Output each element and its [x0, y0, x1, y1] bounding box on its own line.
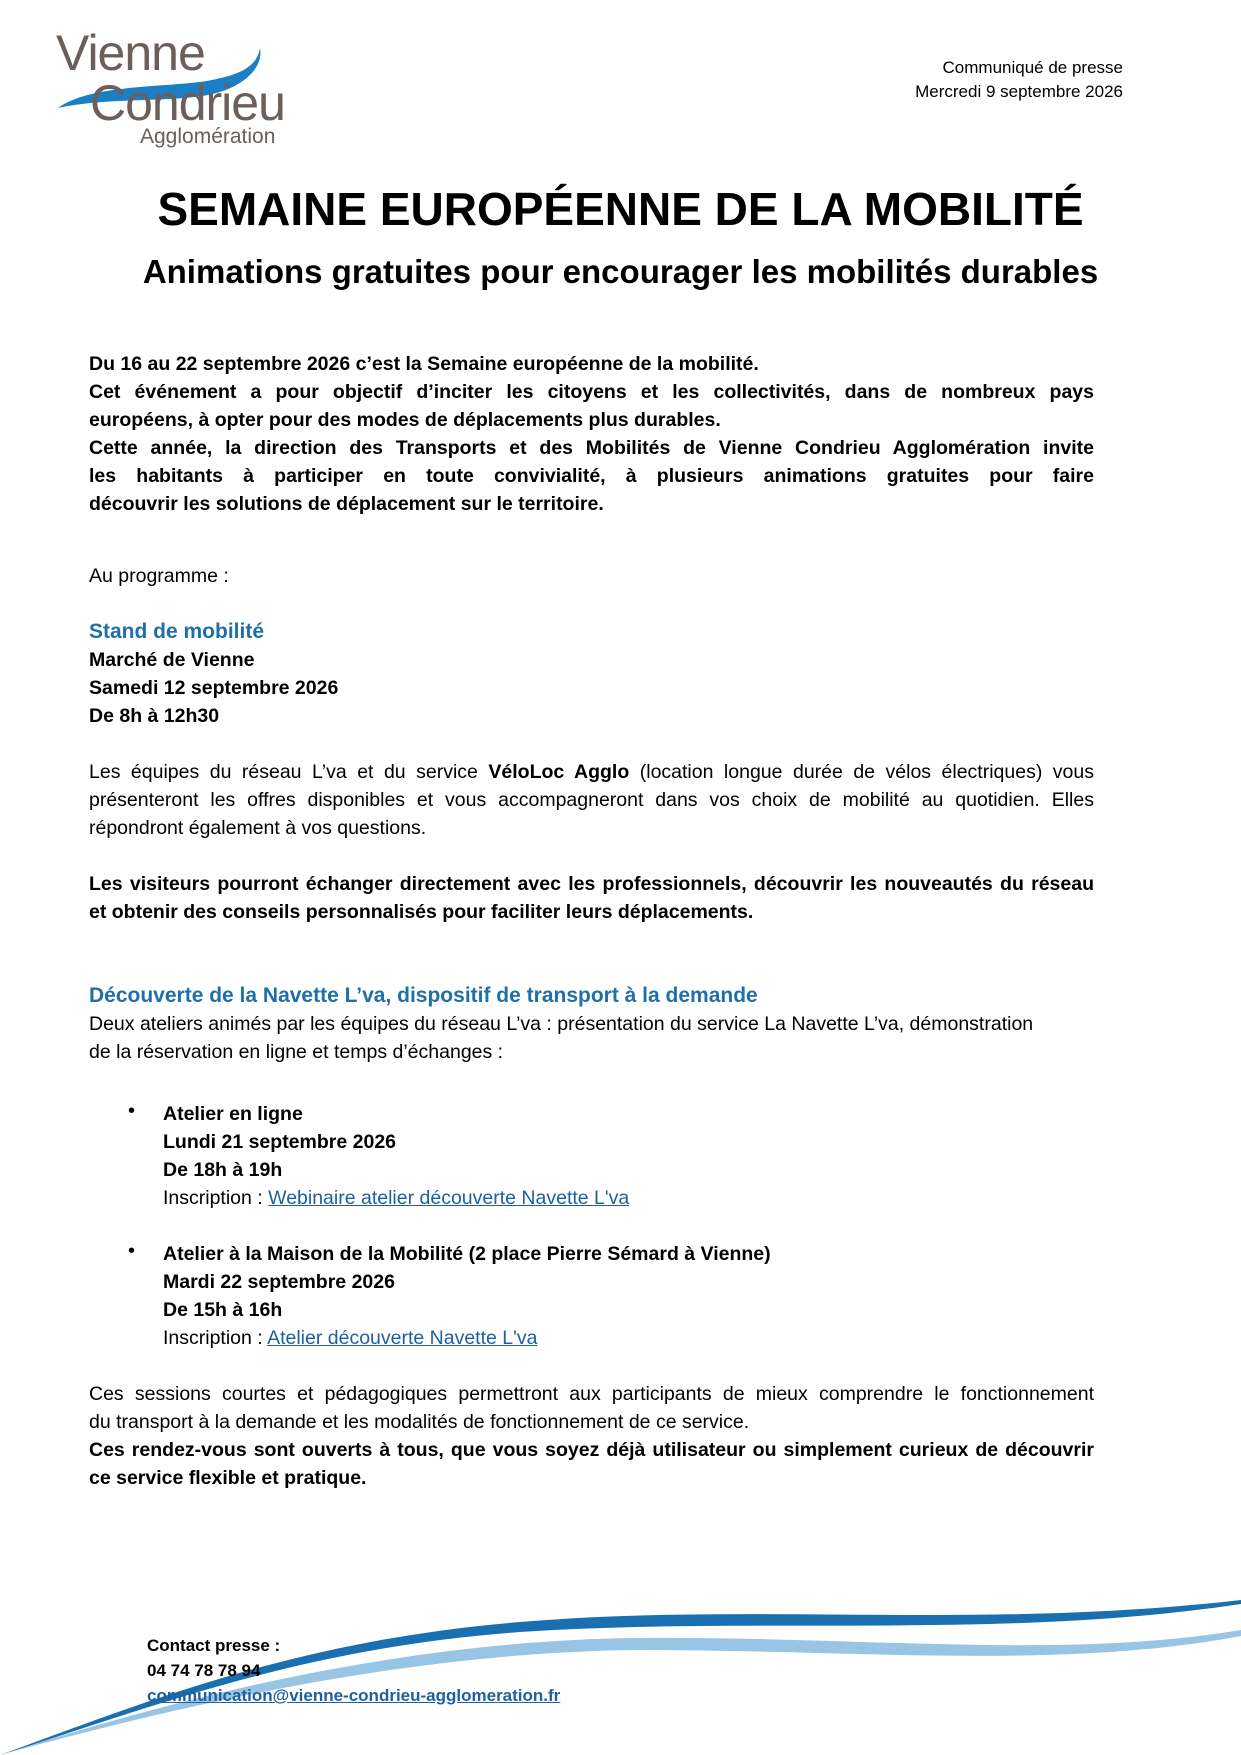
atelier-date: Lundi 21 septembre 2026 [163, 1131, 397, 1153]
stand-bold-line: et obtenir des conseils personnalisés pour faciliter leurs déplacements. [89, 901, 754, 923]
page-title: SEMAINE EUROPÉENNE DE LA MOBILITÉ [157, 183, 1084, 235]
stand-details [89, 646, 1094, 730]
inscription-label: Inscription : [163, 1327, 268, 1349]
veloloc-name: VéloLoc Agglo [488, 761, 630, 783]
atelier-inscription [163, 1324, 1063, 1352]
intro-line: Cet événement a pour objectif d’inciter les citoyens et les collectivités, dans de nombreux pays [89, 381, 1094, 403]
stand-desc-line: répondront également à vos questions. [89, 817, 427, 839]
outro-line: Ces sessions courtes et pédagogiques permettront aux participants de mieux comprendre le fonctionnement [89, 1383, 1094, 1405]
stand-date: Samedi 12 septembre 2026 [89, 677, 339, 699]
navette-desc-line: Deux ateliers animés par les équipes du réseau L’va : présentation du service La Navette L’va, démonstration [89, 1013, 1034, 1035]
contact-phone: 04 74 78 78 94 [147, 1661, 261, 1680]
webinaire-link[interactable]: Webinaire atelier découverte Navette L'va [268, 1187, 630, 1209]
bullet-icon: • [128, 1100, 136, 1122]
outro-line: Ces rendez-vous sont ouverts à tous, que vous soyez déjà utilisateur ou simplement curieux de découvrir [89, 1439, 1094, 1461]
stand-place: Marché de Vienne [89, 649, 255, 671]
stand-desc-line: présenteront les offres disponibles et vous accompagneront dans vos choix de mobilité au quotidien. Elles [89, 789, 1094, 811]
logo-text-agglomeration: Agglomération [140, 125, 276, 148]
stand-description [89, 758, 1094, 842]
stand-bold-line: Les visiteurs pourront échanger directement avec les professionnels, découvrir les nouveautés du réseau [89, 873, 1094, 895]
page-subtitle: Animations gratuites pour encourager les mobilités durables [142, 253, 1099, 290]
atelier-time: De 15h à 16h [163, 1299, 283, 1321]
stand-time: De 8h à 12h30 [89, 705, 220, 727]
logo-text-condrieu: Condrieu [90, 75, 285, 131]
navette-heading: Découverte de la Navette L’va, dispositif de transport à la demande [89, 984, 758, 1007]
contact-email-link[interactable]: communication@vienne-condrieu-agglomeration.fr [147, 1686, 561, 1705]
contact-label: Contact presse : [147, 1636, 281, 1655]
intro-line: Du 16 au 22 septembre 2026 c’est la Semaine européenne de la mobilité. [89, 353, 759, 375]
intro-line: découvrir les solutions de déplacement sur le territoire. [89, 493, 604, 515]
bullet-icon: • [128, 1240, 136, 1262]
atelier-date: Mardi 22 septembre 2026 [163, 1271, 395, 1293]
stand-desc-line [89, 758, 1094, 786]
outro-block [89, 1380, 1094, 1492]
atelier-item [163, 1240, 1063, 1352]
navette-desc-line: de la réservation en ligne et temps d’échanges : [89, 1041, 504, 1063]
logo-text-vienne: Vienne [56, 25, 205, 81]
stand-desc-text: Les équipes du réseau L’va et du service [89, 761, 489, 783]
atelier-title: Atelier à la Maison de la Mobilité (2 place Pierre Sémard à Vienne) [163, 1243, 771, 1265]
atelier-title: Atelier en ligne [163, 1103, 303, 1125]
intro-line: européens, à opter pour des modes de déplacements plus durables. [89, 409, 721, 431]
agglo-logo [52, 25, 292, 152]
stand-desc-text: (location longue durée de vélos électriques) vous [629, 761, 1094, 783]
doc-date: Mercredi 9 septembre 2026 [915, 82, 1123, 101]
atelier-time: De 18h à 19h [163, 1159, 283, 1181]
navette-description [89, 1010, 1099, 1066]
atelier-inscription [163, 1184, 1063, 1212]
atelier-item [163, 1100, 1063, 1212]
outro-line: ce service flexible et pratique. [89, 1467, 367, 1489]
atelier-link[interactable]: Atelier découverte Navette L'va [267, 1327, 538, 1349]
stand-heading: Stand de mobilité [89, 620, 265, 643]
inscription-label: Inscription : [163, 1187, 269, 1209]
programme-label: Au programme : [89, 565, 229, 587]
intro-line: les habitants à participer en toute convivialité, à plusieurs animations gratuites pour faire [89, 465, 1094, 487]
doc-type: Communiqué de presse [942, 58, 1123, 77]
press-header [915, 56, 1123, 104]
intro-line: Cette année, la direction des Transports et des Mobilités de Vienne Condrieu Agglomération invite [89, 437, 1094, 459]
outro-line: du transport à la demande et les modalités de fonctionnement de ce service. [89, 1411, 750, 1433]
stand-bold-block [89, 870, 1094, 926]
intro-block [89, 350, 1094, 518]
contact-block [147, 1633, 560, 1708]
